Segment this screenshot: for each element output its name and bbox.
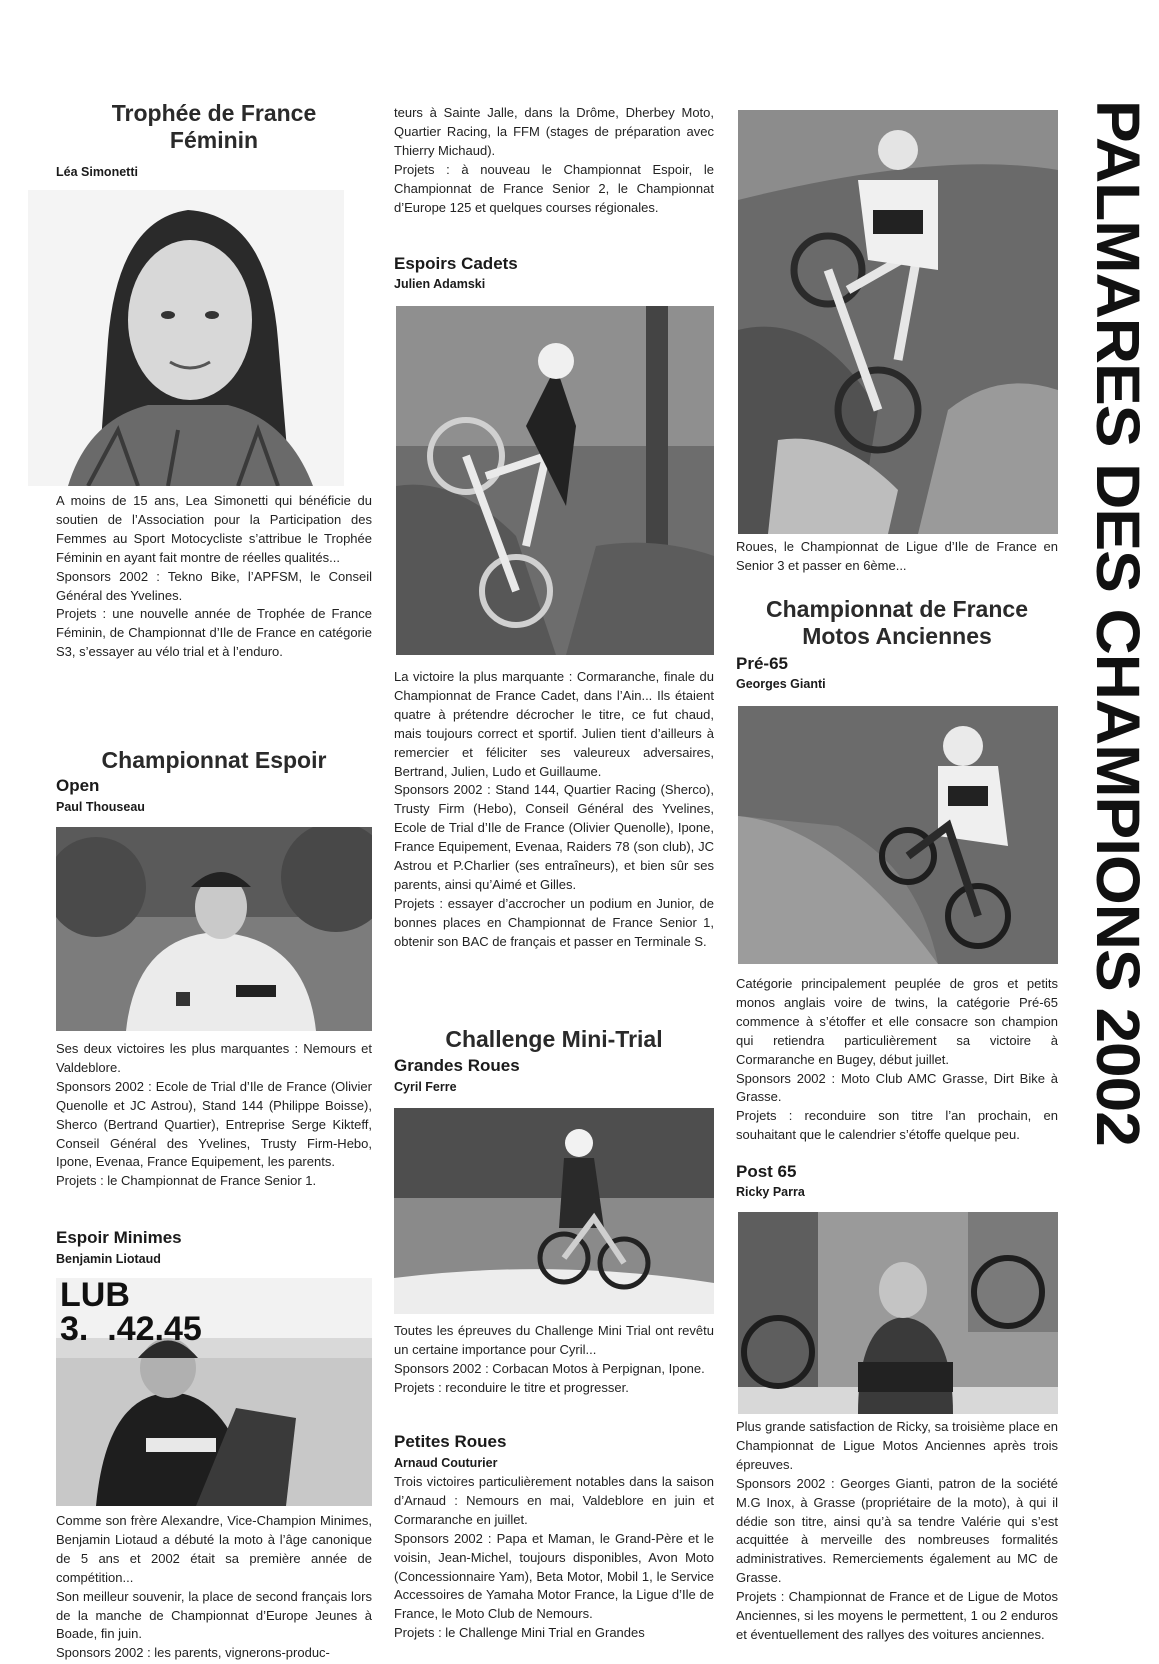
paragraph: La victoire la plus marquante : Cormaranche, finale du Championnat de France Cadet, dans l’Ain... Ils étaient quatre à prétendre décrocher le titre, ce fut chaud, mais toujours correct et sportif. Julien tient d’ailleurs à remercier et féliciter ses valeureux adversaires, Bertrand, Julien, Ludo et Guillaume. [394,669,714,779]
category-title: Espoirs Cadets [394,254,518,273]
rider-photo [56,1278,372,1506]
athlete-name: Julien Adamski [394,277,486,291]
paragraph: Sponsors 2002 : Stand 144, Quartier Racing (Sherco), Trusty Firm (Hebo), Conseil Général des Yvelines, Ecole de Trial d’Ile de France (Olivier Quenolle), Ipone, France Equipement, Evenaa, Raiders 78 (son club), JC Astrou et P.Charlier (ses entraîneurs), et bien sûr ses parents, ainsi qu’Aimé et Gilles. [394,782,714,892]
athlete-name: Benjamin Liotaud [56,1252,161,1266]
category-title: Petites Roues [394,1432,507,1451]
athlete-name: Ricky Parra [736,1185,805,1199]
paragraph: Catégorie principalement peuplée de gros et petits monos anglais voire de twins, la catégorie Pré-65 commence à s’étoffer et elle consacre son champion qui retiendra particulièrement sa victoire à Cormaranche en Bugey, début juillet. [736,976,1058,1067]
paragraph: A moins de 15 ans, Lea Simonetti qui bénéficie du soutien de l’Association pour la Participation des Femmes au Sport Motocycliste s’attribue le Trophée Féminin en ayant fait montre de réelles qualités... [56,493,372,565]
athlete-name: Cyril Ferre [394,1080,457,1094]
paragraph: Sponsors 2002 : Corbacan Motos à Perpignan, Ipone. [394,1360,705,1376]
photo-sign-text: LUB 3. .42.45 [60,1278,202,1348]
athlete-name: Léa Simonetti [56,165,138,179]
category-title: Open [56,776,100,795]
paragraph: teurs à Sainte Jalle, dans la Drôme, Dherbey Moto, Quartier Racing, la FFM (stages de préparation avec Thierry Michaud). [394,105,714,158]
paragraph: Sponsors 2002 : les parents, vignerons-produc- [56,1645,330,1661]
paragraph: Projets : reconduire son titre l’an prochain, en souhaitant que le calendrier s’étoffe quelque peu. [736,1108,1058,1143]
section-title: Trophée de France [111,100,317,126]
category-title: Grandes Roues [394,1056,520,1075]
rider-photo [396,306,714,655]
category-title: Espoir Minimes [56,1228,182,1247]
paragraph: Ses deux victoires les plus marquantes : Nemours et Valdeblore. [56,1041,372,1075]
paragraph: Sponsors 2002 : Papa et Maman, le Grand-Père et le voisin, Jean-Michel, toujours disponibles, Avon Moto (Concessionnaire Yam), Beta Motor, Mobil 1, le Service Accessoires de Yamaha Motor France, la Ligue d’Ile de France, le Moto Club de Nemours. [394,1530,714,1622]
paragraph: Sponsors 2002 : Ecole de Trial d’Ile de France (Olivier Quenolle et JC Astrou), Stand 144 (Philippe Boisse), Sherco (Bertrand Quartier), Entreprise Serge Kikteff, Conseil Général des Yvelines, Trusty Firm-Hebo, Ipone, Evenaa, France Equipement, les parents. [56,1078,372,1170]
paragraph: Sponsors 2002 : Tekno Bike, l’APFSM, le Conseil Général des Yvelines. [56,568,372,603]
paragraph: Plus grande satisfaction de Ricky, sa troisième place en Championnat de Ligue Motos Anciennes après trois épreuves. [736,1419,1058,1472]
paragraph: Projets : une nouvelle année de Trophée de France Féminin, de Championnat d’Ile de France en catégorie S3, s’essayer au vélo trial et à l’enduro. [56,606,372,660]
paragraph: Roues, le Championnat de Ligue d’Ile de France en Senior 3 et passer en 6ème... [736,539,1058,573]
paragraph: Projets : le Challenge Mini Trial en Grandes [394,1625,645,1641]
rider-photo [394,1108,714,1314]
paragraph: Projets : le Championnat de France Senior 1. [56,1173,317,1189]
paragraph: Projets : Championnat de France et de Ligue de Motos Anciennes, si les moyens le permettent, 1 ou 2 enduros et éventuellement des rallyes des voitures anciennes. [736,1589,1058,1642]
paragraph: Projets : essayer d’accrocher un podium en Junior, de bonnes places en Championnat de France Senior 1, obtenir son BAC de français et passer en Terminale S. [394,895,714,949]
side-title: PALMARES DES CHAMPIONS 2002 [1083,100,1153,1146]
paragraph: Projets : à nouveau le Championnat Espoir, le Championnat de France Senior 2, le Championnat d’Europe 125 et quelques courses régionales. [394,161,714,215]
portrait-photo [28,190,344,486]
paragraph: Projets : reconduire le titre et progresser. [394,1379,629,1395]
section-title: Championnat de France [766,596,1028,622]
rider-photo [738,706,1058,964]
paragraph: Trois victoires particulièrement notables dans la saison d’Arnaud : Nemours en mai, Valdeblore en juin et Cormaranche en juillet. [394,1474,714,1527]
section-title: Motos Anciennes [802,623,992,649]
athlete-name: Georges Gianti [736,677,826,691]
athlete-name: Arnaud Couturier [394,1456,498,1470]
paragraph: Son meilleur souvenir, la place de second français lors de la manche de Championnat d’Europe Jeunes à Boade, fin juin. [56,1588,372,1642]
section-title: Challenge Mini-Trial [445,1026,663,1052]
category-title: Pré-65 [736,654,788,673]
paragraph: Sponsors 2002 : Moto Club AMC Grasse, Dirt Bike à Grasse. [736,1070,1058,1105]
section-title: Championnat Espoir [101,747,327,773]
rider-photo [738,110,1058,534]
category-title: Post 65 [736,1162,797,1181]
rider-photo [56,827,372,1031]
paragraph: Sponsors 2002 : Georges Gianti, patron de la société M.G Inox, à Grasse (propriétaire de la moto), à qui il dédie son titre, ainsi qu’à sa tendre Valérie qui s’est acquittée à merveille des nombreuses formalités administratives. Remerciements également au MC de Grasse. [736,1475,1058,1586]
athlete-name: Paul Thouseau [56,800,145,814]
paragraph: Toutes les épreuves du Challenge Mini Trial ont revêtu un certaine importance pour Cyril... [394,1323,714,1357]
rider-photo [738,1212,1058,1414]
section-title: Féminin [169,127,259,153]
paragraph: Comme son frère Alexandre, Vice-Champion Minimes, Benjamin Liotaud a débuté la moto à l’âge canonique de 5 ans et 2002 était sa première année de compétition... [56,1513,372,1585]
